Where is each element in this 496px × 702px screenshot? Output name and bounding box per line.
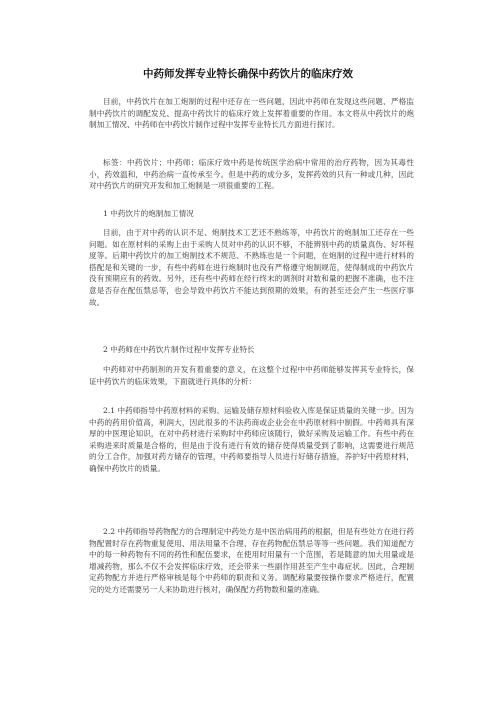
document-title: 中药师发挥专业特长确保中药饮片的临床疗效 — [143, 68, 353, 80]
section-2-2-paragraph: 2.2 中药师指导药物配方的合理制定中药处方是中医治病用药的根据，但是有些处方在进行药物配置时存在药物重复使用、用法用量不合理、存在药物配伍禁忌等等一些问题。我们知道配方中的每一种药物有不同的药性和配伍要求，在使用时用量有一个范围，若是随意的加大用量或是增减药物，那么不仅不会发挥临床疗效，还会带来一些副作用甚至产生中毒症状。因此，合理制定药物配方并进行严格审核是每个中药师的职责和义务。调配称量要按操作要求严格进行，配置完的处方还需要另一人来协助进行核对，确保配方药物数和量的准确。 — [89, 527, 414, 594]
abstract-paragraph: 目前，中药饮片在加工炮制的过程中还存在一些问题，因此中药师在发现这些问题、严格监制中药饮片的调配发兑、提高中药饮片的临床疗效上发挥着重要的作用。本文将从中药饮片的炮制加工情况、中药师在中药饮片制作过程中发挥专业特长几方面进行探讨。 — [89, 97, 414, 130]
section-2-intro-paragraph: 中药师对中药制剂的开发有着重要的意义，在这整个过程中中药师能够发挥其专业特长，保证中药饮片的临床效果，下面就进行具体的分析： — [89, 365, 414, 386]
section-1-heading: 1 中药饮片的炮制加工情况 — [103, 209, 194, 218]
section-2-heading: 2 中药师在中药饮片制作过程中发挥专业特长 — [103, 345, 255, 354]
section-1-paragraph: 目前，由于对中药的认识不足、炮制技术工艺还不熟练等，中药饮片的炮制加工还存在一些问题。如在原材料的采购上由于采购人员对中药的认识不够，不能辨别中药的质量真伪、好坏程度等。后期中药饮片的加工炮制技术不规范、不熟练也是一个问题，在炮制的过程中进行材料的搭配是和关键的一步，有些中药师在进行炮制时也没有严格遵守炮制规范，使得制成的中药饮片没有预期应有的药效。另外，还有些中药师在经行终末的调剂时对数和量的把握不准确，也不注意是否存在配伍禁忌等，也会导致中药饮片不能达到预期的效果，有的甚至还会产生一些医疗事故。 — [89, 228, 414, 307]
keywords-paragraph: 标签：中药饮片；中药师；临床疗效中药是传统医学治病中常用的治疗药物，因为其毒性小，药效温和，中药治病一直传承至今。但是中药的成分多，发挥药效的只有一种或几种，因此对中药饮片的研究开发和加工炮制是一项很重要的工程。 — [89, 158, 414, 191]
section-2-1-paragraph: 2.1 中药师指导中药原材料的采购、运输及储存原材料验收入库是保证质量的关键一步。因为中药的药用价值高，利润大，因此很多的不法药商或企业会在中药原材料中制假。中药师具有深厚的中医理论知识，在对中药材进行采购时中药师应该随行，做好采购及运输工作。有些中药在采购进来时质量是合格的，但是由于没有进行有效的储存使得质量受到了影响，这需要进行规范的分工合作，加强对药方储存的管理，中药师要指导人员进行好储存措施，养护好中药原材料，确保中药饮片的质量。 — [89, 406, 414, 473]
